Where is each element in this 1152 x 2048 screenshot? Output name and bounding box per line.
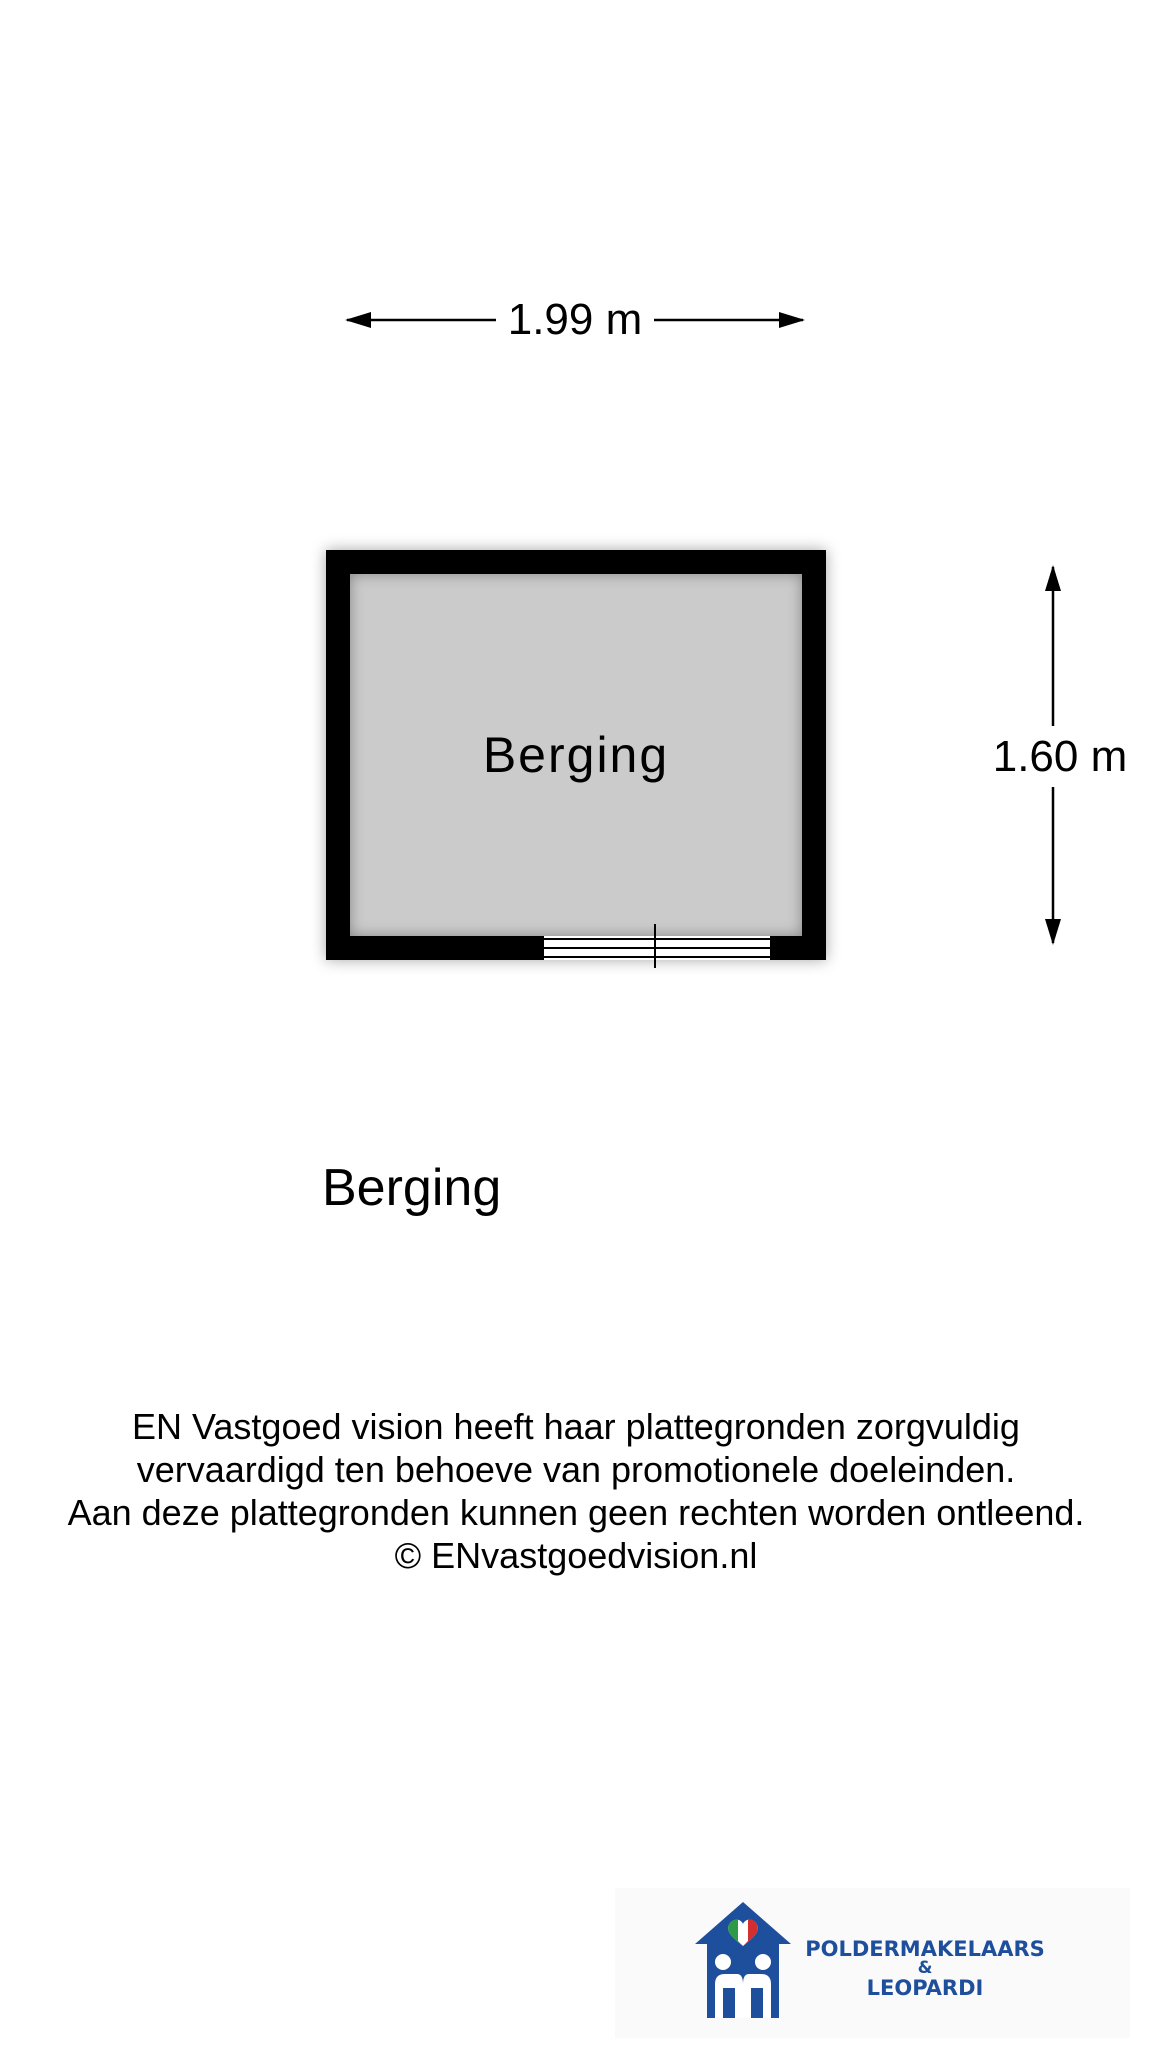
room-floor	[350, 574, 802, 936]
room-label: Berging	[482, 727, 670, 783]
door-opening	[544, 936, 770, 960]
floor-title: Berging	[322, 1159, 502, 1217]
logo-line-3: LEOPARDI	[866, 1976, 984, 2000]
disclaimer-line: EN Vastgoed vision heeft haar plattegronden zorgvuldig	[132, 1406, 1020, 1447]
width-label-wrap	[345, 295, 805, 344]
logo-text	[790, 1938, 1060, 1999]
height-label: 1.60 m	[993, 726, 1128, 787]
width-dimension	[345, 290, 805, 350]
logo-line-2: &	[917, 1958, 933, 1978]
company-logo	[615, 1888, 1130, 2038]
room-walls	[326, 550, 826, 960]
door-marker	[654, 924, 656, 968]
logo-line-1: POLDERMAKELAARS	[805, 1937, 1045, 1961]
height-dimension	[975, 565, 1145, 945]
height-label-wrap	[975, 732, 1145, 781]
disclaimer-line: vervaardigd ten behoeve van promotionele doeleinden.	[136, 1449, 1016, 1490]
copyright-line: © ENvastgoedvision.nl	[394, 1535, 758, 1576]
disclaimer	[0, 1405, 1152, 1577]
width-label: 1.99 m	[496, 295, 655, 344]
disclaimer-line: Aan deze plattegronden kunnen geen rechten worden ontleend.	[67, 1492, 1085, 1533]
house-logo-icon	[693, 1900, 793, 2020]
